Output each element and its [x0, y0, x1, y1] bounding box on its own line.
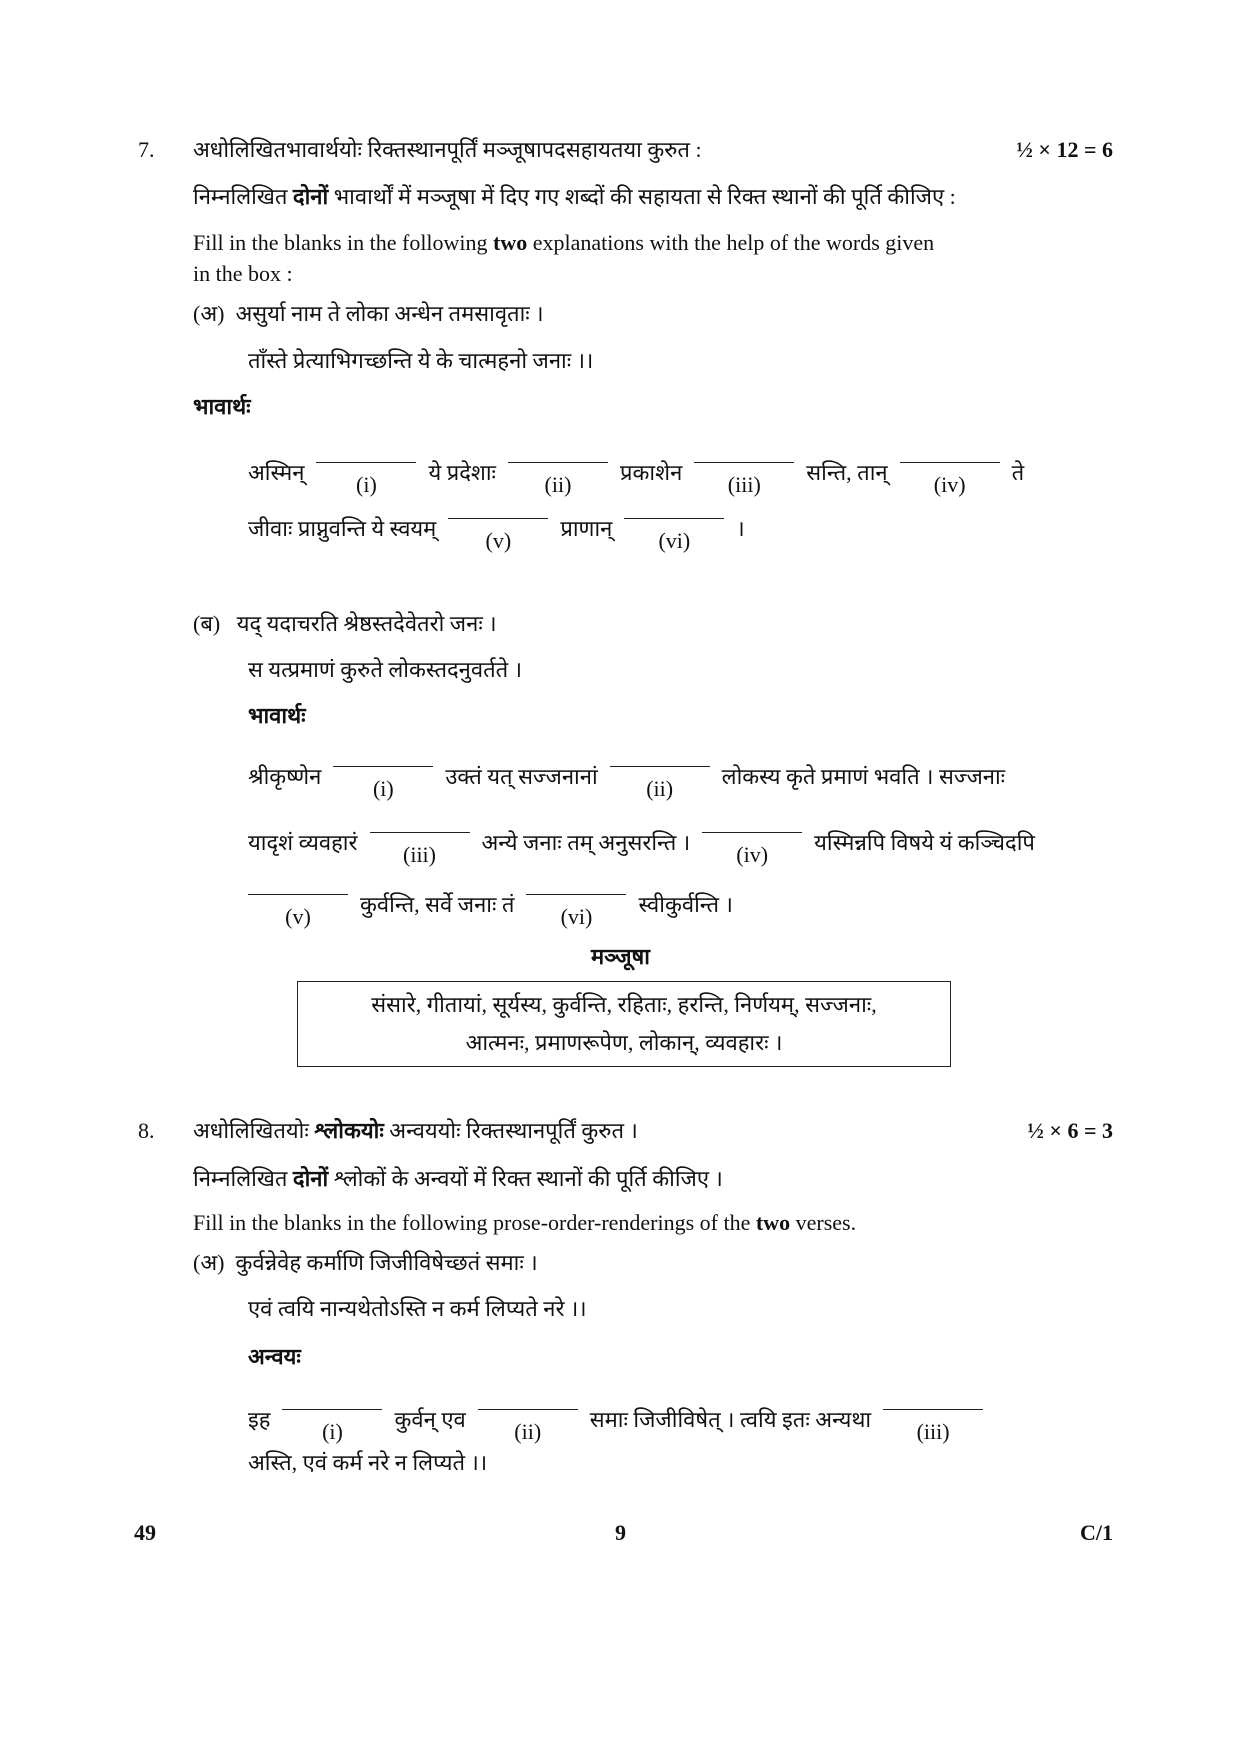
blank[interactable] — [448, 514, 548, 554]
blank-label: (iv) — [933, 472, 966, 497]
text: कुर्वन्ति, सर्वे जनाः तं — [360, 892, 515, 917]
blank-label: (ii) — [514, 1419, 542, 1444]
text: लोकस्य कृते प्रमाणं भवति । सज्जनाः — [721, 764, 1006, 789]
text: ये प्रदेशाः — [428, 460, 496, 485]
text: अधोलिखितयोः — [193, 1118, 315, 1143]
bold-text: two — [493, 230, 528, 255]
text: श्लोकों के अन्वयों में रिक्त स्थानों की पूर्ति कीजिए । — [328, 1166, 723, 1191]
text: श्रीकृष्णेन — [248, 764, 322, 789]
text: अस्मिन् — [248, 460, 305, 485]
text: प्राणान् — [560, 516, 613, 541]
verse: कुर्वन्नेवेह कर्माणि जिजीविषेच्छतं समाः । — [235, 1250, 538, 1275]
blank-label: (v) — [285, 904, 311, 929]
blank[interactable] — [900, 458, 1000, 498]
blank-label: (i) — [372, 776, 394, 801]
question-number: 7. — [138, 137, 155, 162]
blank-label: (iii) — [403, 842, 436, 867]
blank[interactable] — [316, 458, 416, 498]
question-hindi — [193, 182, 956, 212]
blank[interactable] — [610, 762, 710, 802]
bold-text: श्लोकयोः — [314, 1118, 384, 1143]
part-a-verse2: एवं त्वयि नान्यथेतोऽस्ति न कर्म लिप्यते नरे ।। — [248, 1296, 587, 1321]
fill-row — [248, 514, 757, 554]
text: निम्नलिखित — [193, 184, 293, 209]
text: निम्नलिखित — [193, 1166, 293, 1191]
blank-label: (iii) — [727, 472, 761, 497]
fill-row — [248, 828, 1047, 868]
text: समाः जिजीविषेत् । त्वयि इतः अन्यथा — [589, 1407, 872, 1432]
blank-label: (iii) — [916, 1419, 950, 1444]
text: जीवाः प्राप्नुवन्ति ये स्वयम् — [248, 516, 437, 541]
question-english — [193, 228, 934, 258]
text: इह — [248, 1407, 271, 1432]
blank[interactable] — [478, 1405, 578, 1445]
page-number: 9 — [615, 1520, 626, 1545]
blank[interactable] — [282, 1405, 382, 1445]
fill-row — [248, 458, 1036, 498]
bold-text: two — [755, 1210, 791, 1235]
text: अन्ये जनाः तम् अनुसरन्ति । — [481, 830, 691, 855]
word-box-line: संसारे, गीतायां, सूर्यस्य, कुर्वन्ति, रहिताः, हरन्ति, निर्णयम्, सज्जनाः, — [371, 992, 877, 1017]
fill-row — [248, 1405, 995, 1445]
question-sanskrit — [193, 1116, 638, 1146]
blank-label: (ii) — [544, 472, 572, 497]
part-a-verse1 — [193, 1248, 538, 1278]
fill-row — [248, 890, 745, 930]
text: ते — [1011, 460, 1025, 485]
text: Fill in the blanks in the following — [193, 230, 494, 255]
text: verses. — [790, 1210, 857, 1235]
word-box — [297, 981, 951, 1067]
word-box-line: आत्मनः, प्रमाणरूपेण, लोकान्, व्यवहारः । — [465, 1030, 783, 1055]
question-hindi — [193, 1164, 723, 1194]
blank[interactable] — [694, 458, 794, 498]
text: । — [736, 516, 745, 541]
part-a-verse1 — [193, 299, 544, 329]
question-number: 8. — [138, 1118, 155, 1143]
blank[interactable] — [248, 890, 348, 930]
text: यस्मिन्नपि विषये यं कञ्चिदपि — [814, 830, 1035, 855]
part-a-verse2: ताँस्ते प्रेत्याभिगच्छन्ति ये के चात्महनो जनाः ।। — [248, 348, 594, 373]
blank[interactable] — [370, 828, 470, 868]
bold-text: दोनों — [292, 1166, 329, 1191]
footer-set: C/1 — [1080, 1520, 1113, 1545]
question-english-line2: in the box : — [193, 261, 293, 286]
word-box-title: मञ्जूषा — [591, 944, 650, 969]
text: Fill in the blanks in the following prose-order-renderings of the — [193, 1210, 756, 1235]
verse: असुर्या नाम ते लोका अन्धेन तमसावृताः । — [235, 301, 544, 326]
blank-label: (v) — [485, 528, 512, 553]
marks: ½ × 12 = 6 — [1016, 137, 1113, 162]
blank-label: (i) — [356, 472, 377, 497]
blank[interactable] — [508, 458, 608, 498]
marks: ½ × 6 = 3 — [1027, 1118, 1113, 1143]
text: अन्वययोः रिक्तस्थानपूर्तिं कुरुत । — [383, 1118, 638, 1143]
blank[interactable] — [624, 514, 724, 554]
part-a-heading: भावार्थः — [193, 394, 251, 419]
text: प्रकाशेन — [620, 460, 683, 485]
part-a-heading: अन्वयः — [248, 1344, 301, 1369]
text: उक्तं यत् सज्जनानां — [445, 764, 598, 789]
question-sanskrit: अधोलिखितभावार्थयोः रिक्तस्थानपूर्तिं मञ्जूषापदसहायतया कुरुत : — [193, 137, 702, 162]
part-b-verse1 — [193, 609, 497, 639]
footer-code: 49 — [134, 1520, 156, 1545]
part-label: (अ) — [193, 301, 225, 326]
fill-row — [248, 762, 1017, 802]
blank[interactable] — [333, 762, 433, 802]
question-english — [193, 1208, 856, 1238]
blank[interactable] — [702, 828, 802, 868]
blank-label: (ii) — [646, 776, 674, 801]
blank[interactable] — [526, 890, 626, 930]
blank-label: (i) — [322, 1419, 343, 1444]
text: कुर्वन् एव — [394, 1407, 466, 1432]
part-b-verse2: स यत्प्रमाणं कुरुते लोकस्तदनुवर्तते । — [248, 657, 523, 682]
fill-row-end: अस्ति, एवं कर्म नरे न लिप्यते ।। — [248, 1450, 488, 1475]
blank-label: (vi) — [560, 904, 593, 929]
blank-label: (vi) — [658, 528, 691, 553]
verse: यद् यदाचरति श्रेष्ठस्तदेवेतरो जनः । — [236, 611, 497, 636]
text: explanations with the help of the words given — [527, 230, 935, 255]
blank[interactable] — [883, 1405, 983, 1445]
text: भावार्थों में मञ्जूषा में दिए गए शब्दों की सहायता से रिक्त स्थानों की पूर्ति कीजिए : — [328, 184, 956, 209]
part-label: (ब) — [193, 611, 221, 636]
text: सन्ति, तान् — [806, 460, 888, 485]
blank-label: (iv) — [736, 842, 769, 867]
text: यादृशं व्यवहारं — [248, 830, 358, 855]
part-label: (अ) — [193, 1250, 225, 1275]
part-b-heading: भावार्थः — [248, 703, 306, 728]
text: स्वीकुर्वन्ति । — [638, 892, 733, 917]
bold-text: दोनों — [292, 184, 329, 209]
